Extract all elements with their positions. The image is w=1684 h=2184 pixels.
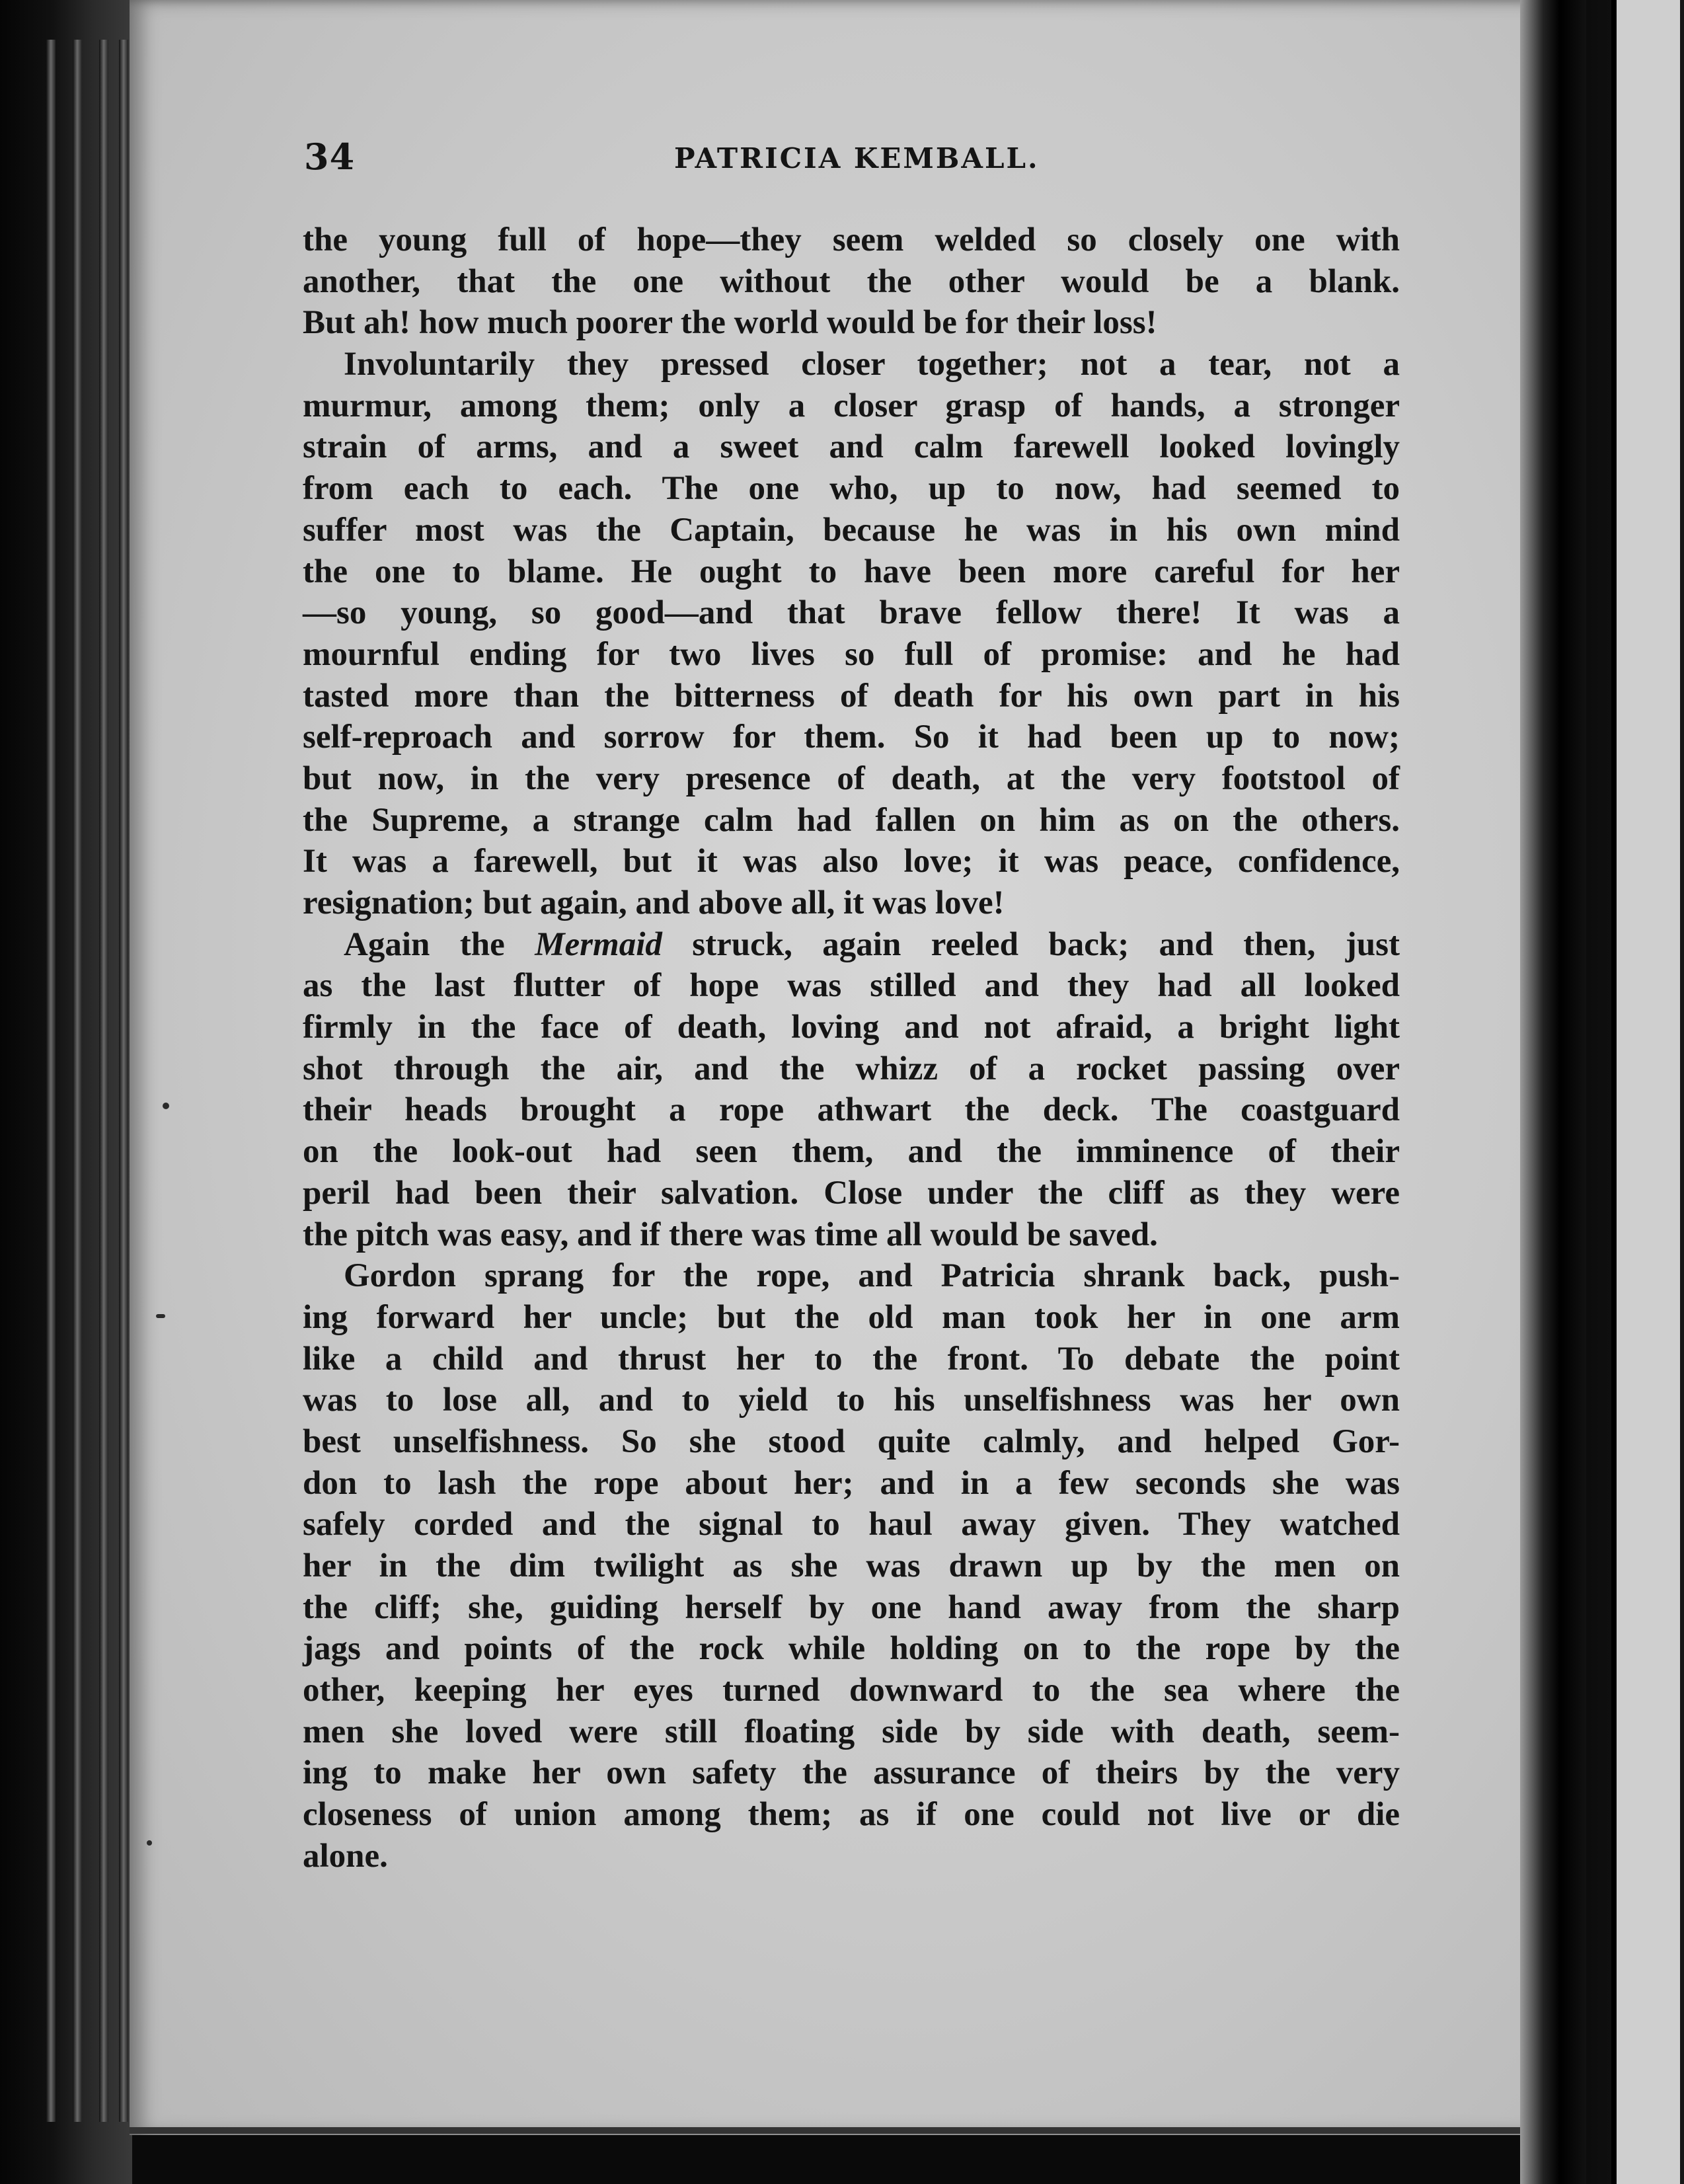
ship-name: Mermaid — [535, 925, 662, 963]
text-line: men she loved were still floating side by side with death, seem- — [303, 1713, 1400, 1750]
text-line: on the look-out had seen them, and the imminence of their — [303, 1133, 1400, 1171]
text-line: the young full of hope—they seem welded so closely one with — [303, 221, 1400, 258]
text-line: mournful ending for two lives so full of promise: and he had — [303, 635, 1400, 673]
page-header — [304, 136, 1428, 188]
text-line: the cliff; she, guiding herself by one hand away from the sharp — [303, 1588, 1400, 1626]
text-segment: struck, again reeled back; and then, just — [662, 925, 1400, 963]
page-edge — [119, 40, 128, 2122]
text-line: don to lash the rope about her; and in a few seconds she was — [303, 1464, 1400, 1502]
text-line: resignation; but again, and above all, it was love! — [303, 884, 1005, 921]
text-line: peril had been their salvation. Close under the cliff as they were — [303, 1174, 1400, 1212]
paper-speck — [147, 1840, 152, 1846]
text-line: It was a farewell, but it was also love; it was peace, confidence, — [303, 843, 1400, 880]
paragraph-start-line: Involuntarily they pressed closer together; not a tear, not a — [344, 346, 1400, 383]
text-line: firmly in the face of death, loving and not afraid, a bright light — [303, 1009, 1400, 1046]
text-line: ing forward her uncle; but the old man took her in one arm — [303, 1298, 1400, 1336]
book-binding — [0, 0, 132, 2184]
text-line: their heads brought a rope athwart the deck. The coastguard — [303, 1091, 1400, 1129]
facing-page-edge — [1611, 0, 1680, 2184]
text-line: as the last flutter of hope was stilled and they had all looked — [303, 967, 1400, 1005]
text-line: the Supreme, a strange calm had fallen on him as on the others. — [303, 801, 1400, 839]
text-line: shot through the air, and the whizz of a rocket passing over — [303, 1050, 1400, 1087]
text-line: safely corded and the signal to haul away given. They watched — [303, 1506, 1400, 1543]
text-line: from each to each. The one who, up to now, had seemed to — [303, 470, 1400, 508]
text-line: another, that the one without the other would be a blank. — [303, 262, 1400, 300]
text-line: murmur, among them; only a closer grasp of hands, a stronger — [303, 387, 1400, 424]
text-line: best unselfishness. So she stood quite calmly, and helped Gor- — [303, 1423, 1400, 1460]
text-line: self-reproach and sorrow for them. So it had been up to now; — [303, 719, 1400, 756]
paper-speck — [163, 1103, 169, 1109]
text-line: like a child and thrust her to the front. To debate the point — [303, 1340, 1400, 1378]
text-line: her in the dim twilight as she was drawn up by the men on — [303, 1547, 1400, 1584]
page-number: 34 — [304, 136, 356, 178]
text-line: other, keeping her eyes turned downward to the sea where the — [303, 1672, 1400, 1709]
text-line: closeness of union among them; as if one could not live or die — [303, 1796, 1400, 1834]
text-line: tasted more than the bitterness of death for his own part in his — [303, 677, 1400, 715]
page-edge — [99, 40, 108, 2122]
text-line: but now, in the very presence of death, at the very footstool of — [303, 760, 1400, 797]
text-line: —so young, so good—and that brave fellow there! It was a — [303, 594, 1400, 632]
text-line: alone. — [303, 1837, 388, 1875]
text-segment: Again the — [344, 925, 535, 963]
paragraph-start-line — [303, 924, 1400, 966]
running-title: PATRICIA KEMBALL. — [674, 142, 1040, 175]
text-line: But ah! how much poorer the world would be for their loss! — [303, 304, 1157, 342]
text-line: the pitch was easy, and if there was time all would be saved. — [303, 1216, 1158, 1253]
text-line: jags and points of the rock while holding on to the rope by the — [303, 1630, 1400, 1668]
text-line: the one to blame. He ought to have been more careful for her — [303, 553, 1400, 590]
page-bottom-edge — [130, 2127, 1550, 2134]
text-line: ing to make her own safety the assurance of theirs by the very — [303, 1754, 1400, 1792]
page-edge — [46, 40, 56, 2122]
text-line: was to lose all, and to yield to his unselfishness was her own — [303, 1382, 1400, 1419]
text-line: strain of arms, and a sweet and calm farewell looked lovingly — [303, 428, 1400, 466]
book-gutter — [1520, 0, 1586, 2184]
page-edge — [73, 40, 82, 2122]
body-text — [303, 219, 1400, 1877]
paragraph-start-line: Gordon sprang for the rope, and Patricia shrank back, push- — [344, 1257, 1400, 1295]
paper-speck — [156, 1314, 165, 1318]
text-line: suffer most was the Captain, because he was in his own mind — [303, 511, 1400, 549]
